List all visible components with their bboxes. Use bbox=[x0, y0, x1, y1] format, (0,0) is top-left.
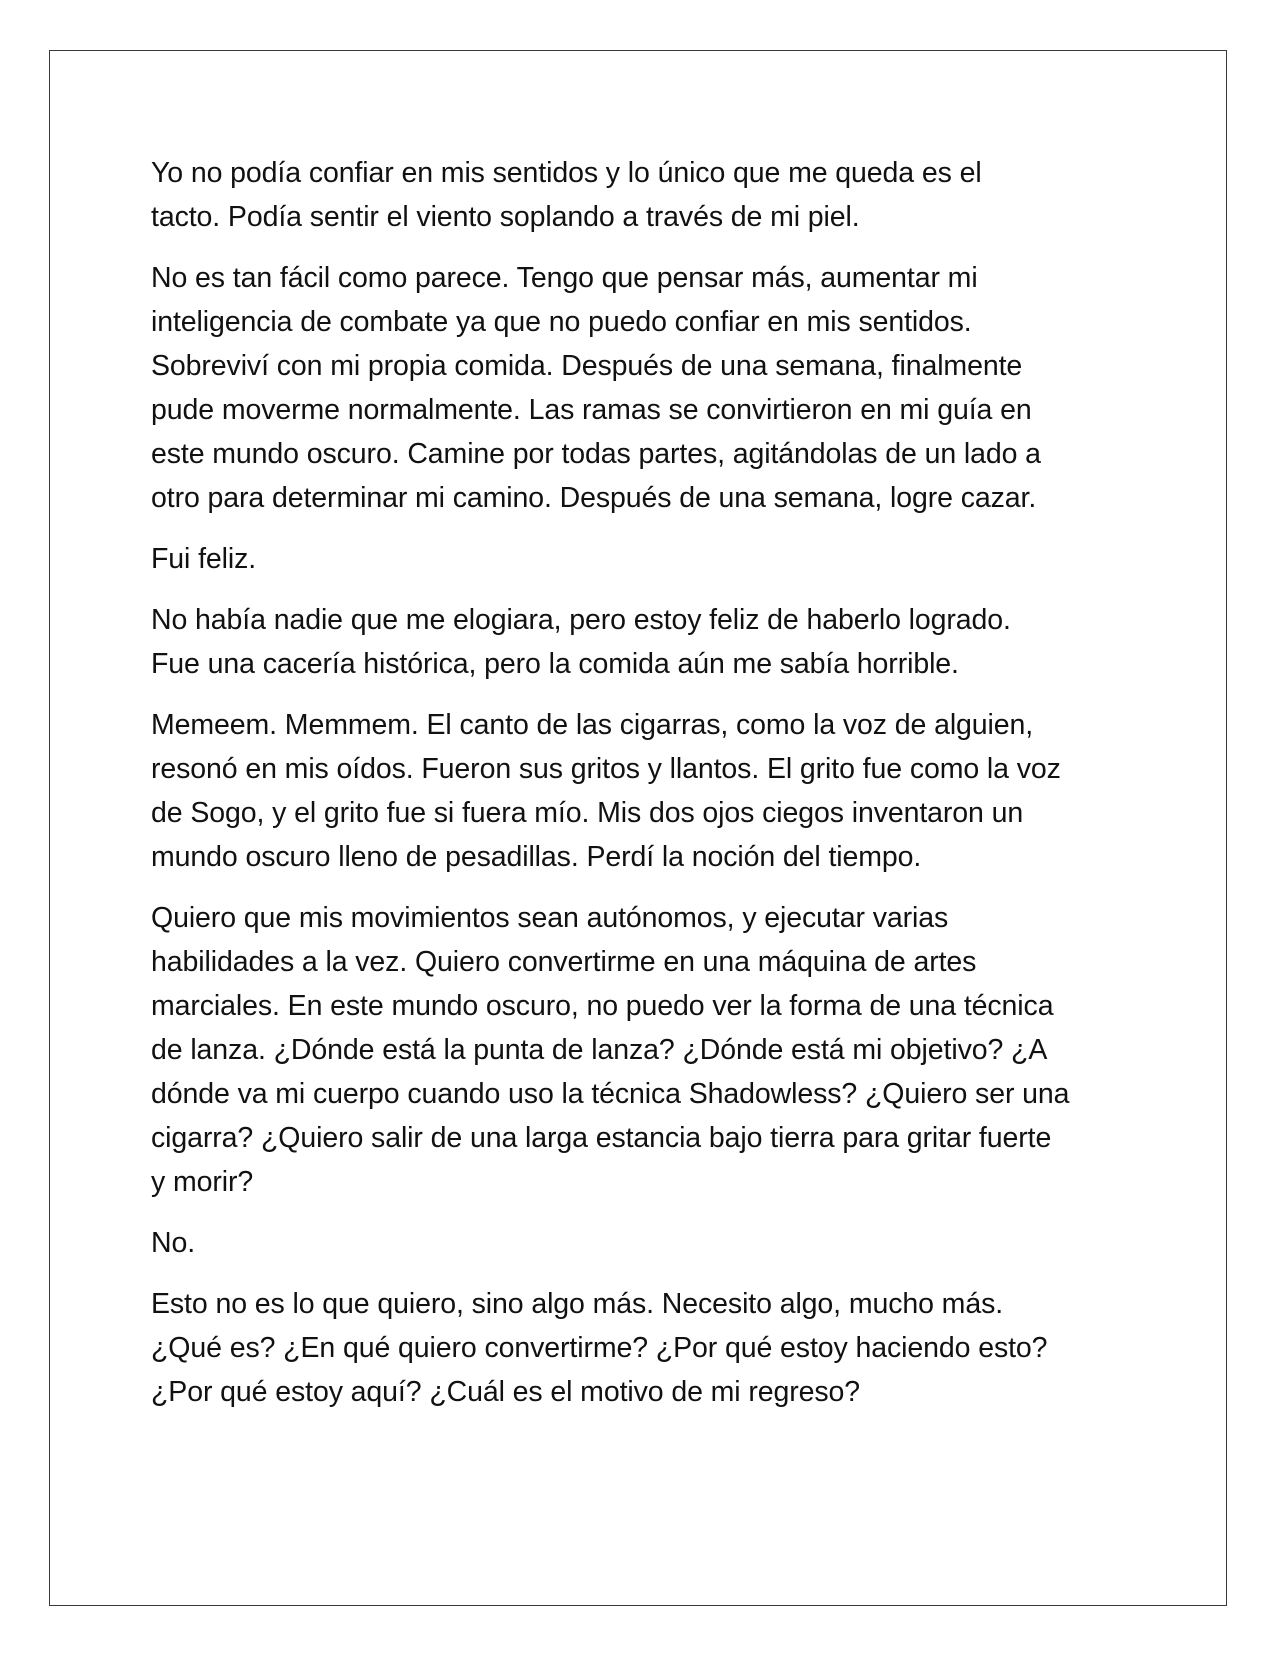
text-line: Memeem. Memmem. El canto de las cigarras, como la voz de alguien, bbox=[151, 709, 1034, 741]
paragraph bbox=[151, 537, 1151, 581]
text-line: ¿Qué es? ¿En qué quiero convertirme? ¿Por qué estoy haciendo esto? bbox=[151, 1332, 1048, 1364]
document-body bbox=[151, 151, 1151, 1431]
paragraph bbox=[151, 256, 1151, 520]
text-line: inteligencia de combate ya que no puedo confiar en mis sentidos. bbox=[151, 306, 972, 338]
text-line: Fue una cacería histórica, pero la comida aún me sabía horrible. bbox=[151, 648, 959, 680]
paragraph bbox=[151, 151, 1151, 239]
text-line: y morir? bbox=[151, 1166, 254, 1198]
text-line: habilidades a la vez. Quiero convertirme en una máquina de artes bbox=[151, 946, 977, 978]
text-line: pude moverme normalmente. Las ramas se convirtieron en mi guía en bbox=[151, 394, 1032, 426]
paragraph bbox=[151, 1221, 1151, 1265]
text-line: tacto. Podía sentir el viento soplando a través de mi piel. bbox=[151, 201, 860, 233]
text-line: Yo no podía confiar en mis sentidos y lo único que me queda es el bbox=[151, 157, 982, 189]
text-line: ¿Por qué estoy aquí? ¿Cuál es el motivo de mi regreso? bbox=[151, 1376, 861, 1408]
text-line: Fui feliz. bbox=[151, 543, 257, 575]
text-line: cigarra? ¿Quiero salir de una larga estancia bajo tierra para gritar fuerte bbox=[151, 1122, 1052, 1154]
text-line: No había nadie que me elogiara, pero estoy feliz de haberlo logrado. bbox=[151, 604, 1011, 636]
text-line: de Sogo, y el grito fue si fuera mío. Mis dos ojos ciegos inventaron un bbox=[151, 797, 1024, 829]
text-line: Sobreviví con mi propia comida. Después de una semana, finalmente bbox=[151, 350, 1023, 382]
text-line: Esto no es lo que quiero, sino algo más. Necesito algo, mucho más. bbox=[151, 1288, 1004, 1320]
paragraph bbox=[151, 1282, 1151, 1414]
text-line: No es tan fácil como parece. Tengo que pensar más, aumentar mi bbox=[151, 262, 978, 294]
text-line: resonó en mis oídos. Fueron sus gritos y llantos. El grito fue como la voz bbox=[151, 753, 1061, 785]
text-line: dónde va mi cuerpo cuando uso la técnica Shadowless? ¿Quiero ser una bbox=[151, 1078, 1070, 1110]
text-line: mundo oscuro lleno de pesadillas. Perdí la noción del tiempo. bbox=[151, 841, 922, 873]
text-line: marciales. En este mundo oscuro, no puedo ver la forma de una técnica bbox=[151, 990, 1054, 1022]
text-line: No. bbox=[151, 1227, 196, 1259]
document-page bbox=[49, 50, 1227, 1606]
text-line: este mundo oscuro. Camine por todas partes, agitándolas de un lado a bbox=[151, 438, 1041, 470]
text-line: de lanza. ¿Dónde está la punta de lanza? ¿Dónde está mi objetivo? ¿A bbox=[151, 1034, 1048, 1066]
paragraph bbox=[151, 703, 1151, 879]
text-line: otro para determinar mi camino. Después de una semana, logre cazar. bbox=[151, 482, 1037, 514]
paragraph bbox=[151, 598, 1151, 686]
text-line: Quiero que mis movimientos sean autónomos, y ejecutar varias bbox=[151, 902, 949, 934]
paragraph bbox=[151, 896, 1151, 1204]
